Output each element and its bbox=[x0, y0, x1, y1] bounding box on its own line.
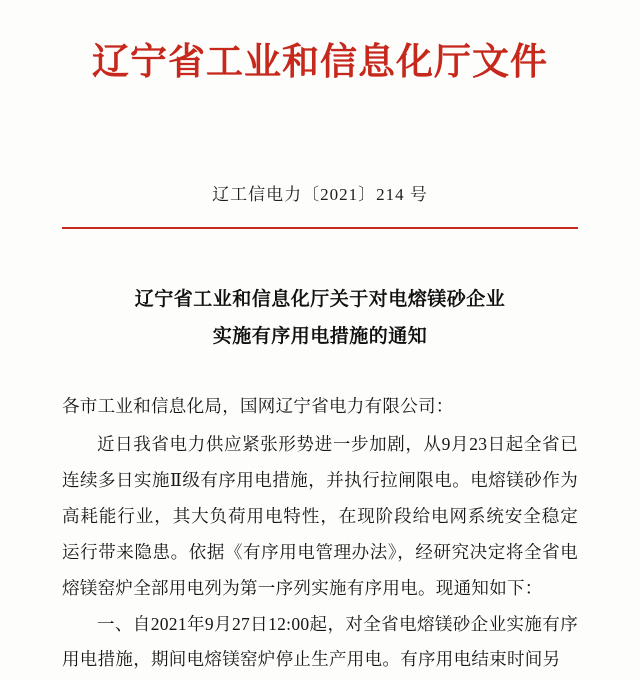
document-body bbox=[62, 389, 578, 678]
masthead bbox=[62, 0, 578, 84]
red-divider-rule bbox=[62, 227, 578, 229]
masthead-title: 辽宁省工业和信息化厅文件 bbox=[92, 39, 548, 83]
document-number: 辽工信电力〔2021〕214 号 bbox=[212, 185, 428, 205]
document-title-line-2: 实施有序用电措施的通知 bbox=[212, 326, 428, 348]
body-paragraph-2: 一、自2021年9月27日12:00起，对全省电熔镁砂企业实施有序用电措施，期间电熔镁窑炉停止生产用电。有序用电结束时间另 bbox=[62, 613, 578, 670]
document-title-line-1: 辽宁省工业和信息化厅关于对电熔镁砂企业 bbox=[134, 289, 506, 311]
body-paragraph-1: 近日我省电力供应紧张形势进一步加剧，从9月23日起全省已连续多日实施Ⅱ级有序用电措施，并执行拉闸限电。电熔镁砂作为高耗能行业，其大负荷用电特性，在现阶段给电网系统安全稳定运行带来隐患。依据《有序用电管理办法》，经研究决定将全省电熔镁窑炉全部用电列为第一序列实施有序用电。现通知如下： bbox=[62, 434, 578, 598]
salutation: 各市工业和信息化局，国网辽宁省电力有限公司： bbox=[62, 396, 454, 417]
document-title bbox=[62, 281, 578, 355]
